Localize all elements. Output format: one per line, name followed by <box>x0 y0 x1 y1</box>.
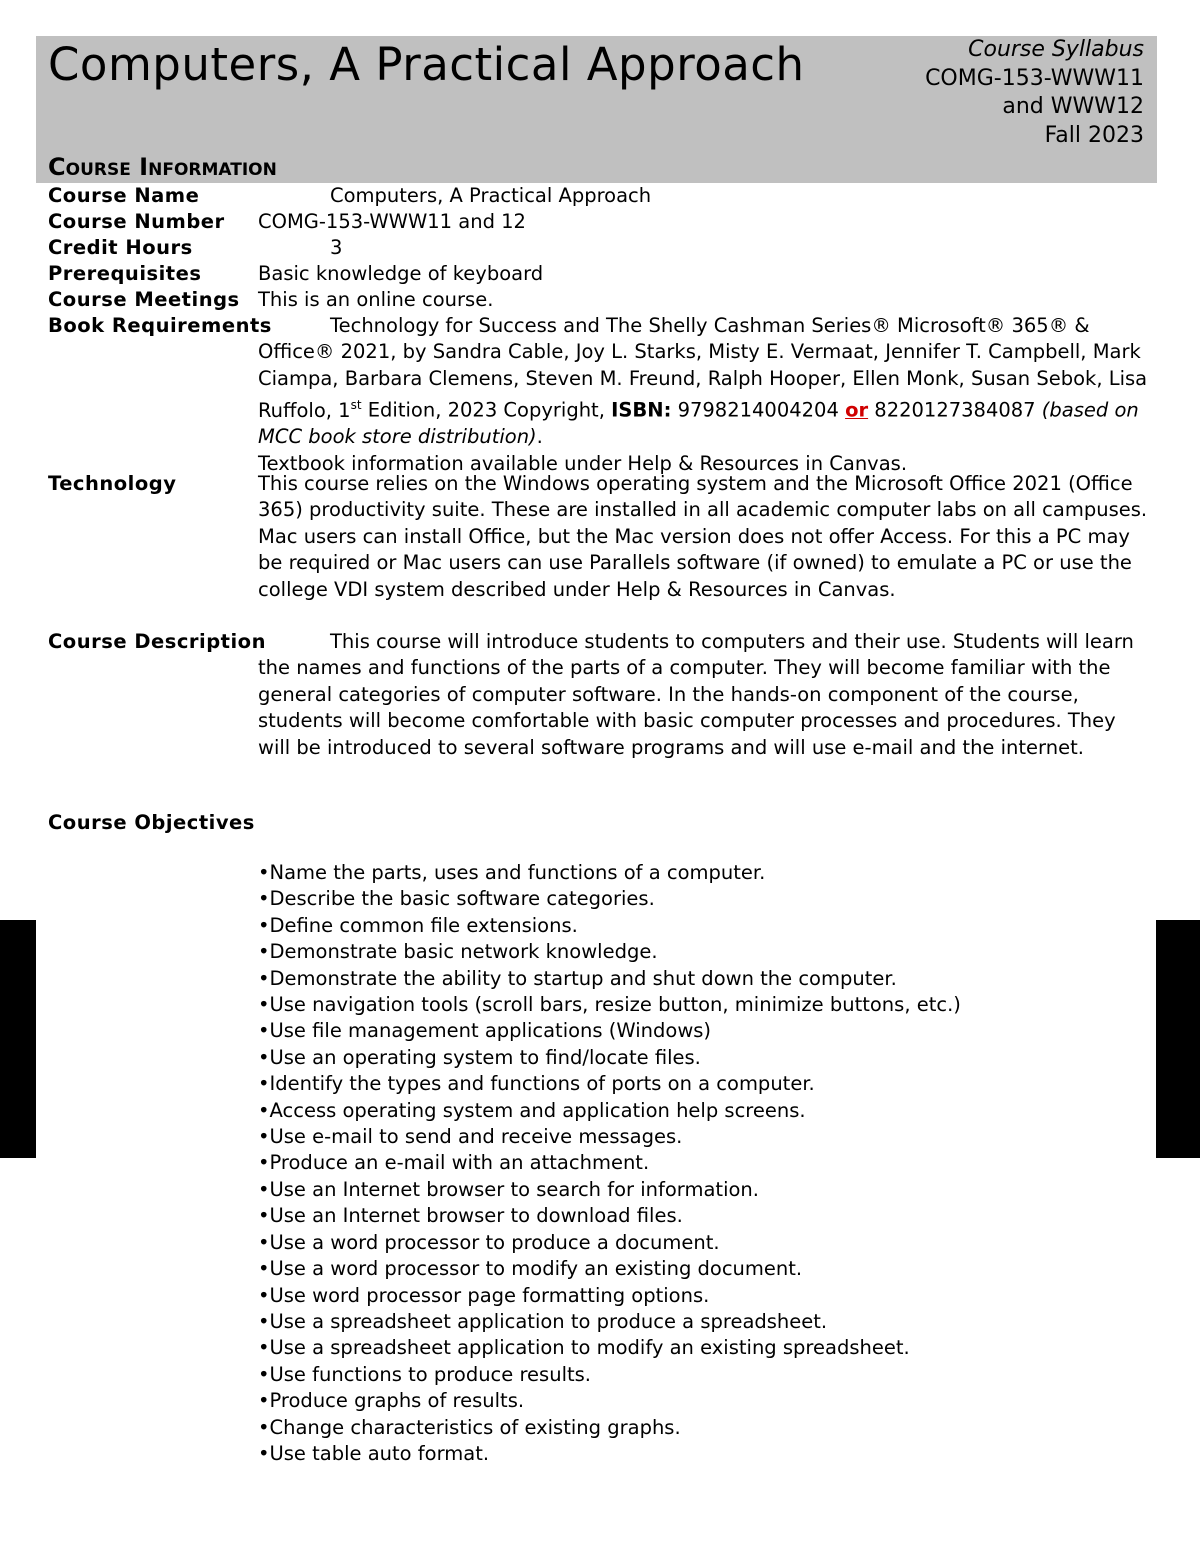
list-item: •Use table auto format. <box>258 1441 490 1465</box>
list-item: •Use file management applications (Windows) <box>258 1019 712 1043</box>
isbn-period: . <box>536 425 543 449</box>
list-item: •Demonstrate basic network knowledge. <box>258 940 658 964</box>
textbook-info: Textbook information available under Help & Resources in Canvas. <box>258 451 908 475</box>
list-item: •Define common file extensions. <box>258 913 578 937</box>
prerequisites-value: Basic knowledge of keyboard <box>258 262 544 285</box>
credit-hours-label: Credit Hours <box>48 236 193 259</box>
term: Fall 2023 <box>1044 122 1144 148</box>
list-item: •Use a spreadsheet application to produce a spreadsheet. <box>258 1309 828 1333</box>
list-item: •Use functions to produce results. <box>258 1362 591 1386</box>
course-description-text: This course will introduce students to computers and their use. Students will learn the names and functions of the parts of a computer. They will become familiar with the general categories of computer software. In the hands-on component of the course, students will become comfortable with basic computer processes and procedures. They will be introduced to several software programs and will use e-mail and the internet. <box>258 630 1134 759</box>
credit-hours-value: 3 <box>330 236 343 259</box>
technology-value: This course relies on the Windows operating system and the Microsoft Office 2021 (Office 365) productivity suite. These are installed in all academic computer labs on all campuses. Mac users can install Office, but the Mac version does not offer Access. For this a PC may be required or Mac users can use Parallels software (if owned) to emulate a PC or use the college VDI system described under Help & Resources in Canvas. <box>258 472 1148 601</box>
isbn-1: 9798214004204 <box>671 398 846 422</box>
syllabus-info <box>925 36 1144 150</box>
right-side-tab <box>1156 920 1200 1158</box>
syllabus-label: Course Syllabus <box>968 37 1144 62</box>
course-name-value: Computers, A Practical Approach <box>330 184 652 207</box>
list-item: •Name the parts, uses and functions of a computer. <box>258 861 766 884</box>
course-name-label: Course Name <box>48 184 200 207</box>
list-item: •Use navigation tools (scroll bars, resize button, minimize buttons, etc.) <box>258 993 961 1017</box>
list-item: •Use e-mail to send and receive messages. <box>258 1125 683 1149</box>
list-item: •Use word processor page formatting options. <box>258 1283 710 1307</box>
course-code-line-2: and WWW12 <box>1002 94 1144 119</box>
objectives-list <box>258 860 961 1467</box>
isbn-note: (based on MCC book store distribution) <box>258 398 1139 449</box>
course-description-value <box>258 629 1148 761</box>
document-title: Computers, A Practical Approach <box>48 38 805 91</box>
course-code-line-1: COMG-153-WWW11 <box>925 65 1144 91</box>
list-item: •Use an Internet browser to download files. <box>258 1204 683 1228</box>
course-meetings-label: Course Meetings <box>48 288 240 311</box>
list-item: •Produce an e-mail with an attachment. <box>258 1151 650 1175</box>
course-objectives-label: Course Objectives <box>48 811 255 834</box>
edition-superscript: st <box>350 398 362 413</box>
isbn-label: ISBN: <box>611 398 672 422</box>
prerequisites-label: Prerequisites <box>48 262 202 285</box>
section-heading: Course Information <box>48 153 277 181</box>
list-item: •Use a word processor to modify an existing document. <box>258 1257 803 1281</box>
isbn-2: 8220127384087 <box>868 398 1042 422</box>
list-item: •Use an operating system to find/locate files. <box>258 1045 701 1069</box>
book-requirements-label: Book Requirements <box>48 314 272 337</box>
list-item: •Use a word processor to produce a document. <box>258 1230 720 1254</box>
course-number-label: Course Number <box>48 210 225 233</box>
left-side-tab <box>0 920 36 1158</box>
course-meetings-value: This is an online course. <box>258 288 494 311</box>
list-item: •Access operating system and application help screens. <box>258 1098 806 1122</box>
isbn-or: or <box>845 398 869 422</box>
list-item: •Use a spreadsheet application to modify an existing spreadsheet. <box>258 1336 910 1360</box>
course-number-value: COMG-153-WWW11 and 12 <box>258 210 526 233</box>
book-edition-text: Edition, 2023 Copyright, <box>361 398 612 422</box>
list-item: •Change characteristics of existing graphs. <box>258 1415 681 1439</box>
book-requirements-value <box>258 313 1148 477</box>
list-item: •Describe the basic software categories. <box>258 887 655 911</box>
list-item: •Use an Internet browser to search for information. <box>258 1177 759 1201</box>
book-title-text: Technology for Success and The Shelly Cashman Series® Microsoft® 365® & Office® 2021, by Sandra Cable, Joy L. Starks, Misty E. Vermaat, Jennifer T. Campbell, Mark Ciampa, Barbara Clemens, Steven M. Freund, Ralph Hooper, Ellen Monk, Susan Sebok, Lisa Ruffolo, 1 <box>258 314 1148 422</box>
list-item: •Demonstrate the ability to startup and shut down the computer. <box>258 966 897 990</box>
course-description-label: Course Description <box>48 630 266 653</box>
list-item: •Identify the types and functions of ports on a computer. <box>258 1072 815 1096</box>
list-item: •Produce graphs of results. <box>258 1389 525 1413</box>
technology-label: Technology <box>48 472 177 495</box>
